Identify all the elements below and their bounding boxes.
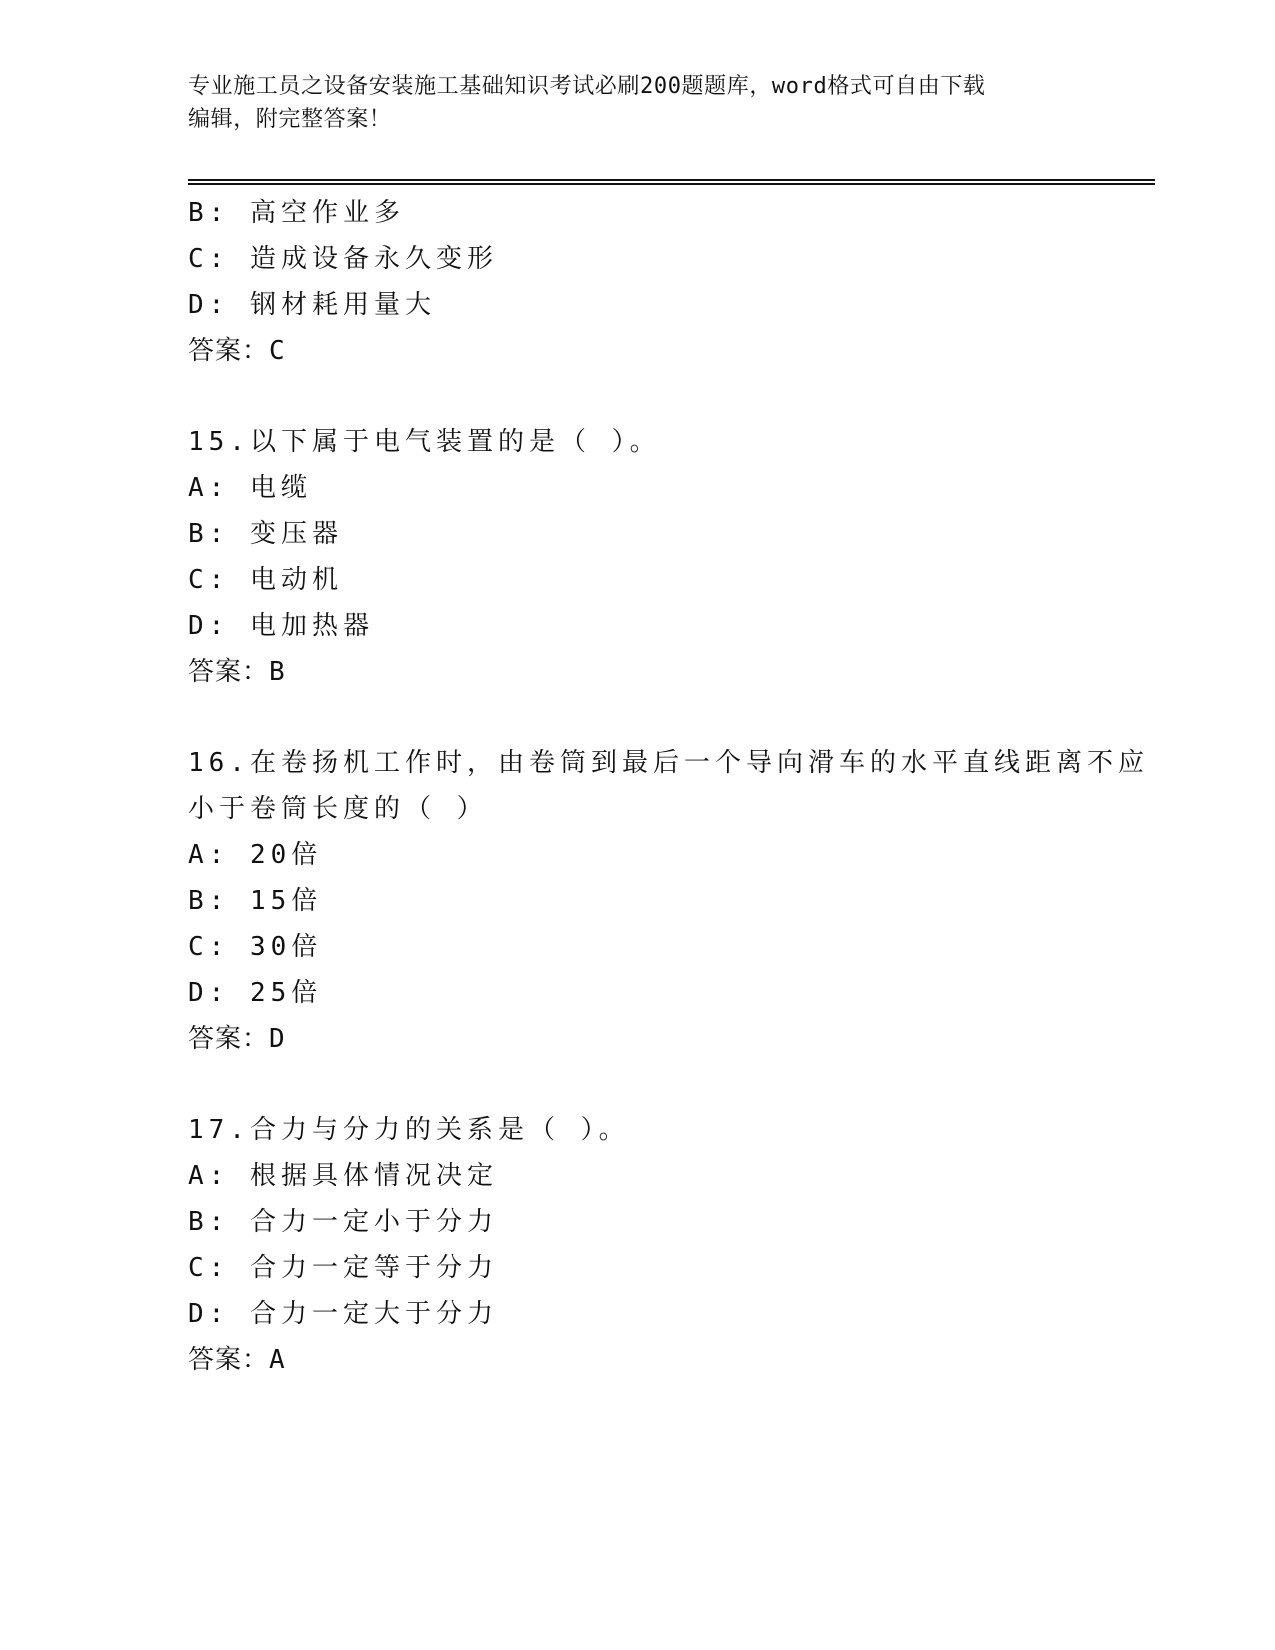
answer-label: 答案： bbox=[188, 336, 270, 366]
option-text: 合力一定等于分力 bbox=[249, 1253, 498, 1283]
option-b bbox=[188, 511, 1088, 557]
option-label: C: bbox=[188, 244, 230, 274]
question-content bbox=[188, 190, 1149, 1383]
option-label: D: bbox=[188, 978, 230, 1008]
option-b bbox=[188, 190, 1088, 236]
option-d bbox=[188, 1291, 1088, 1337]
option-text: 造成设备永久变形 bbox=[249, 244, 498, 274]
question-text-line-2: 小于卷筒长度的（ ） bbox=[188, 794, 488, 824]
answer-value: D bbox=[269, 1024, 286, 1054]
header-rule-bottom bbox=[188, 183, 1155, 185]
option-d bbox=[188, 282, 1088, 328]
answer-line bbox=[188, 1337, 1088, 1383]
option-text: 根据具体情况决定 bbox=[249, 1161, 498, 1191]
option-text: 变压器 bbox=[249, 519, 343, 549]
option-label: D: bbox=[188, 1299, 230, 1329]
question-text-line-1: 16.在卷扬机工作时，由卷筒到最后一个导向滑车的水平直线距离不应 bbox=[188, 748, 1149, 778]
question-16 bbox=[188, 740, 1149, 1062]
option-b bbox=[188, 878, 1088, 924]
option-label: A: bbox=[188, 1161, 230, 1191]
option-c bbox=[188, 557, 1088, 603]
answer-line bbox=[188, 328, 1088, 374]
option-label: C: bbox=[188, 932, 230, 962]
option-label: B: bbox=[188, 886, 230, 916]
answer-label: 答案： bbox=[188, 657, 270, 687]
answer-value: B bbox=[269, 657, 286, 687]
option-text: 25倍 bbox=[249, 978, 323, 1008]
option-a bbox=[188, 1153, 1088, 1199]
option-text: 钢材耗用量大 bbox=[249, 290, 436, 320]
option-text: 高空作业多 bbox=[249, 198, 405, 228]
answer-line bbox=[188, 649, 1088, 695]
option-label: D: bbox=[188, 290, 230, 320]
answer-value: A bbox=[269, 1345, 286, 1375]
option-c bbox=[188, 1245, 1088, 1291]
header-line-2: 编辑，附完整答案！ bbox=[188, 107, 392, 132]
answer-label: 答案： bbox=[188, 1345, 270, 1375]
header-line-1: 专业施工员之设备安装施工基础知识考试必刷200题题库，word格式可自由下载 bbox=[188, 74, 986, 99]
document-header bbox=[188, 70, 1068, 136]
option-text: 30倍 bbox=[249, 932, 323, 962]
option-d bbox=[188, 603, 1088, 649]
answer-label: 答案： bbox=[188, 1024, 270, 1054]
option-label: B: bbox=[188, 198, 230, 228]
question-14-tail bbox=[188, 190, 1088, 374]
option-b bbox=[188, 1199, 1088, 1245]
option-label: B: bbox=[188, 1207, 230, 1237]
option-a bbox=[188, 832, 1088, 878]
question-text: 15.以下属于电气装置的是（ ）。 bbox=[188, 427, 661, 457]
option-label: D: bbox=[188, 611, 230, 641]
answer-value: C bbox=[269, 336, 286, 366]
option-c bbox=[188, 924, 1088, 970]
question-15 bbox=[188, 419, 1088, 695]
option-label: C: bbox=[188, 1253, 230, 1283]
option-text: 15倍 bbox=[249, 886, 323, 916]
option-text: 20倍 bbox=[249, 840, 323, 870]
answer-line bbox=[188, 1016, 1088, 1062]
option-c bbox=[188, 236, 1088, 282]
option-label: A: bbox=[188, 473, 230, 503]
option-text: 合力一定大于分力 bbox=[249, 1299, 498, 1329]
option-a bbox=[188, 465, 1088, 511]
option-d bbox=[188, 970, 1088, 1016]
header-rule-top bbox=[188, 179, 1155, 181]
option-text: 电动机 bbox=[249, 565, 343, 595]
question-17 bbox=[188, 1107, 1088, 1383]
option-text: 电缆 bbox=[249, 473, 312, 503]
question-text: 17.合力与分力的关系是（ ）。 bbox=[188, 1115, 630, 1145]
option-label: B: bbox=[188, 519, 230, 549]
option-text: 合力一定小于分力 bbox=[249, 1207, 498, 1237]
option-text: 电加热器 bbox=[249, 611, 374, 641]
option-label: A: bbox=[188, 840, 230, 870]
option-label: C: bbox=[188, 565, 230, 595]
